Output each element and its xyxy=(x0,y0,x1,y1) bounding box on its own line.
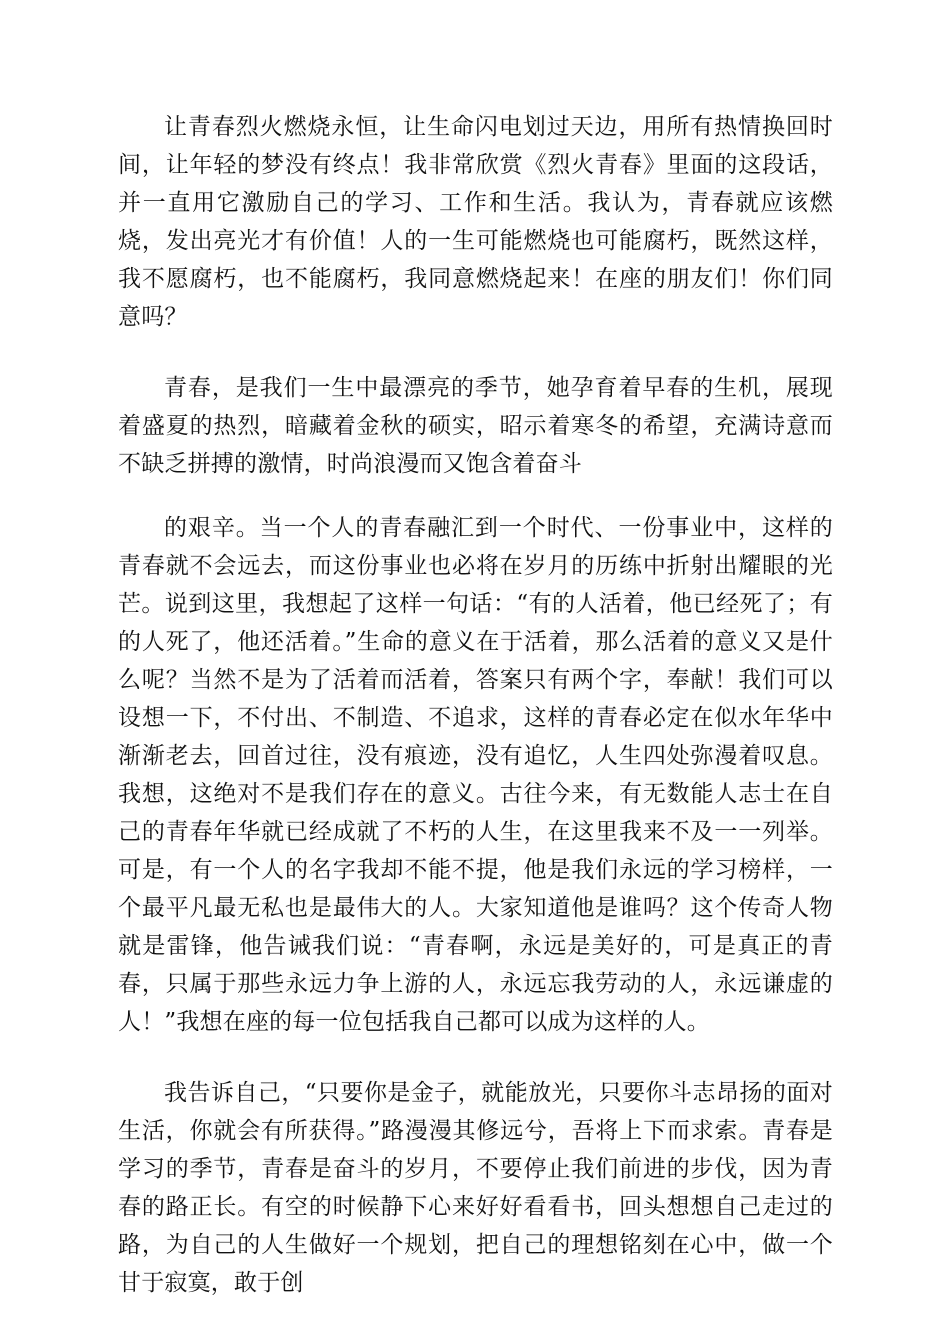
paragraph-4: 我告诉自己，“只要你是金子，就能放光，只要你斗志昂扬的面对生活，你就会有所获得。”路漫漫其修远兮，吾将上下而求索。青春是学习的季节，青春是奋斗的岁月，不要停止我们前进的步伐，因为青春的路正长。有空的时候静下心来好好看看书，回头想想自己走过的路，为自己的人生做好一个规划，把自己的理想铭刻在心中，做一个甘于寂寞，敢于创 xyxy=(118,1080,833,1296)
document-page xyxy=(118,108,833,1302)
paragraph-2: 青春，是我们一生中最漂亮的季节，她孕育着早春的生机，展现着盛夏的热烈，暗藏着金秋的硕实，昭示着寒冬的希望，充满诗意而不缺乏拼搏的激情，时尚浪漫而又饱含着奋斗 xyxy=(118,375,833,477)
paragraph-3: 的艰辛。当一个人的青春融汇到一个时代、一份事业中，这样的青春就不会远去，而这份事业也必将在岁月的历练中折射出耀眼的光芒。说到这里，我想起了这样一句话：“有的人活着，他已经死了；有的人死了，他还活着。”生命的意义在于活着，那么活着的意义又是什么呢？当然不是为了活着而活着，答案只有两个字，奉献！我们可以设想一下，不付出、不制造、不追求，这样的青春必定在似水年华中渐渐老去，回首过往，没有痕迹，没有追忆，人生四处弥漫着叹息。我想，这绝对不是我们存在的意义。古往今来，有无数能人志士在自己的青春年华就已经成就了不朽的人生，在这里我来不及一一列举。可是，有一个人的名字我却不能不提，他是我们永远的学习榜样，一个最平凡最无私也是最伟大的人。大家知道他是谁吗？这个传奇人物就是雷锋，他告诫我们说：“青春啊，永远是美好的，可是真正的青春，只属于那些永远力争上游的人，永远忘我劳动的人，永远谦虚的人！”我想在座的每一位包括我自己都可以成为这样的人。 xyxy=(118,515,833,1035)
paragraph-1: 让青春烈火燃烧永恒，让生命闪电划过天边，用所有热情换回时间，让年轻的梦没有终点！我非常欣赏《烈火青春》里面的这段话，并一直用它激励自己的学习、工作和生活。我认为，青春就应该燃烧，发出亮光才有价值！人的一生可能燃烧也可能腐朽，既然这样，我不愿腐朽，也不能腐朽，我同意燃烧起来！在座的朋友们！你们同意吗？ xyxy=(118,114,833,330)
